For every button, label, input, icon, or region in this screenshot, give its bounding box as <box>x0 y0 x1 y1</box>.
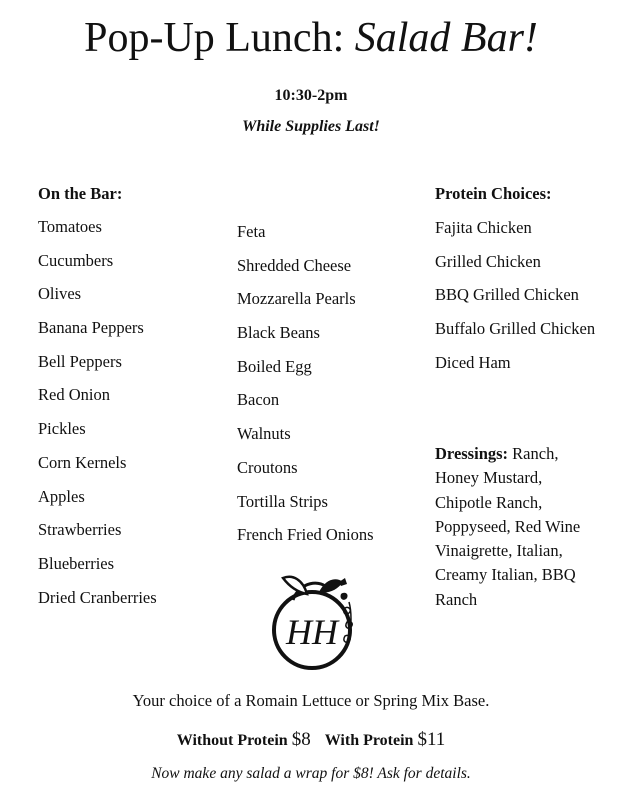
page-title <box>0 10 622 66</box>
on-the-bar-column <box>38 183 228 620</box>
list-item: Banana Peppers <box>38 318 144 338</box>
title-main: Pop-Up Lunch: <box>84 15 355 61</box>
list-item: BBQ Grilled Chicken <box>435 285 579 305</box>
dressings-label: Dressings: <box>435 444 509 463</box>
with-protein-price: $11 <box>417 729 446 750</box>
list-item: Diced Ham <box>435 352 511 372</box>
toppings-column <box>237 221 427 558</box>
protein-column <box>435 183 605 384</box>
list-item: French Fried Onions <box>237 525 374 545</box>
hours-text: 10:30-2pm <box>274 87 348 104</box>
list-item: Corn Kernels <box>38 452 127 472</box>
with-protein-label: With Protein <box>324 732 414 749</box>
list-item: Pickles <box>38 419 86 439</box>
list-item: Bell Peppers <box>38 351 122 371</box>
pricing-line <box>0 727 622 754</box>
list-item: Strawberries <box>38 520 122 540</box>
supplies-note: While Supplies Last! <box>242 118 380 135</box>
without-protein-price: $8 <box>291 729 311 750</box>
list-item: Fajita Chicken <box>435 218 532 237</box>
list-item: Dried Cranberries <box>38 587 157 607</box>
logo-initials: HH <box>286 612 338 652</box>
apple-monogram-logo <box>263 572 365 672</box>
list-item: Grilled Chicken <box>435 251 541 271</box>
wrap-note: Now make any salad a wrap for $8! Ask for details. <box>151 765 471 782</box>
list-item: Olives <box>38 284 82 304</box>
list-item: Blueberries <box>38 553 115 573</box>
base-choice-text: Your choice of a Romain Lettuce or Spring Mix Base. <box>132 691 490 710</box>
list-item: Croutons <box>237 457 298 477</box>
dressings-text: Ranch, Honey Mustard, Chipotle Ranch, Poppyseed, Red Wine Vinaigrette, Italian, Creamy Italian, BBQ Ranch <box>435 444 581 609</box>
list-item: Buffalo Grilled Chicken <box>435 319 596 339</box>
list-item: Cucumbers <box>38 250 114 270</box>
on-the-bar-heading: On the Bar: <box>38 184 123 203</box>
list-item: Apples <box>38 486 85 506</box>
list-item: Boiled Egg <box>237 356 312 376</box>
list-item: Walnuts <box>237 424 291 444</box>
dressings-block <box>435 442 595 612</box>
list-item: Black Beans <box>237 323 320 343</box>
list-item: Tortilla Strips <box>237 491 328 511</box>
without-protein-label: Without Protein <box>176 732 288 749</box>
list-item: Shredded Cheese <box>237 255 352 275</box>
protein-heading: Protein Choices: <box>435 184 552 203</box>
list-item: Tomatoes <box>38 217 102 236</box>
list-item: Mozzarella Pearls <box>237 289 356 309</box>
list-item: Feta <box>237 222 266 241</box>
title-italic: Salad Bar! <box>354 15 538 61</box>
list-item: Bacon <box>237 390 280 410</box>
list-item: Red Onion <box>38 385 110 405</box>
